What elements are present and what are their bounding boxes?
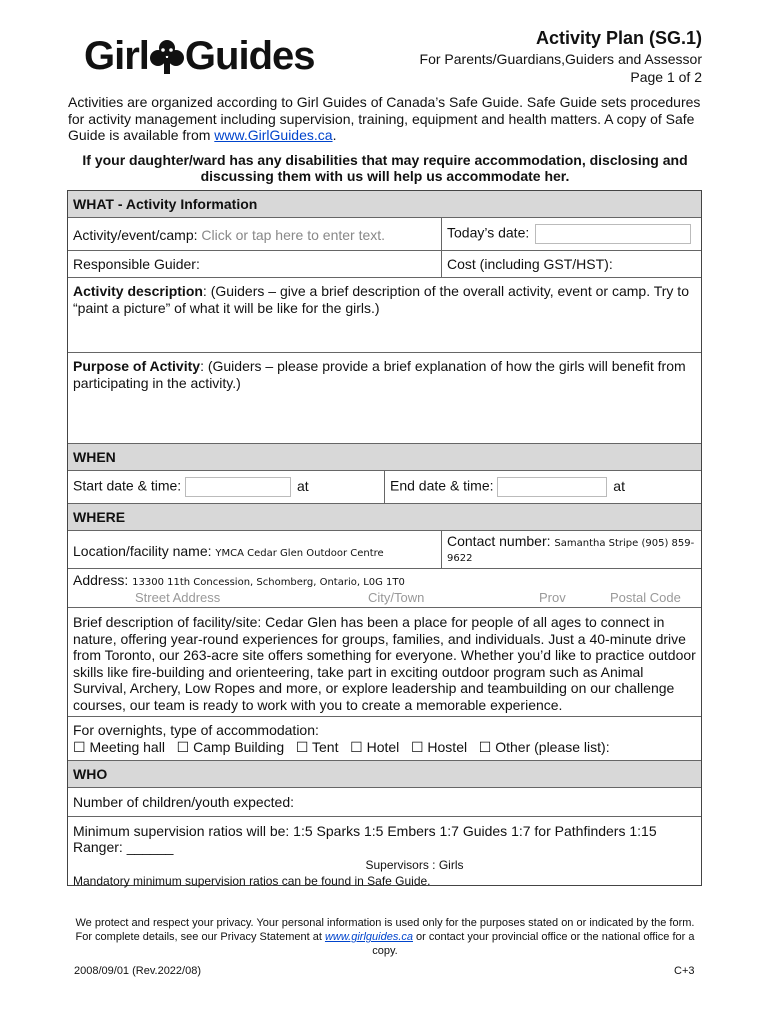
contact-cell[interactable] — [442, 531, 701, 568]
city-label: City/Town — [368, 590, 425, 605]
supervisors-girls-label: Supervisors : Girls — [365, 858, 464, 872]
accommodation-cell — [68, 717, 615, 760]
location-cell[interactable] — [68, 531, 442, 568]
accommodation-label: For overnights, type of accommodation: — [73, 722, 319, 738]
purpose-of-activity — [68, 353, 701, 443]
logo-text-girl: Girl — [84, 34, 149, 78]
end-date-input[interactable] — [497, 477, 607, 497]
girl-guides-logo — [84, 34, 315, 79]
contact-label: Contact number: — [447, 533, 551, 549]
what-heading: WHAT - Activity Information — [73, 196, 258, 212]
form-code: C+3 — [674, 965, 695, 977]
responsible-guider-label: Responsible Guider: — [73, 256, 200, 272]
who-section-header — [68, 761, 701, 788]
when-section-header — [68, 444, 701, 471]
intro-text: Activities are organized according to Girl Guides of Canada’s Safe Guide. Safe Guide sets procedures for activity management including supervision, training, equipment and health matters. A copy of Safe Guide is available from — [68, 94, 701, 143]
start-date-cell — [68, 471, 385, 503]
checkbox-hotel[interactable]: ☐ Hotel — [350, 738, 400, 755]
checkbox-meeting-hall[interactable]: ☐ Meeting hall — [73, 738, 165, 755]
intro-paragraph — [68, 94, 702, 144]
disabilities-notice: If your daughter/ward has any disabilities that may require accommodation, disclosing and discussing them with us will help us accommodate her. — [82, 152, 688, 184]
street-address-label: Street Address — [135, 590, 221, 605]
end-at-label: at — [613, 477, 625, 494]
checkbox-hostel[interactable]: ☐ Hostel — [410, 738, 468, 755]
mandatory-ratios-note: Mandatory minimum supervision ratios can be found in Safe Guide. — [73, 874, 431, 888]
accommodation-row — [68, 717, 701, 761]
start-date-label: Start date & time: — [73, 477, 182, 494]
privacy-text: We protect and respect your privacy. Your personal information is used only for the purposes stated on or indicated by the form. For complete details, see our Privacy Statement at — [75, 917, 695, 943]
title-block — [420, 28, 702, 85]
cost-cell[interactable] — [442, 251, 701, 277]
page-title: Activity Plan (SG.1) — [535, 28, 702, 48]
logo-text-guides: Guides — [184, 34, 315, 78]
activity-input[interactable]: Click or tap here to enter text. — [201, 227, 386, 243]
location-value: YMCA Cedar Glen Outdoor Centre — [215, 548, 384, 559]
privacy-text-end: or contact your provincial office or the national office for a copy. — [372, 931, 695, 957]
dates-row — [68, 471, 701, 504]
todays-date-label: Today’s date: — [447, 224, 530, 241]
contact-value: Samantha Stripe (905) 859-9622 — [447, 538, 695, 564]
purpose-label: Purpose of Activity — [73, 358, 201, 374]
purpose-text: : (Guiders – please provide a brief explanation of how the girls will benefit from participating in the activity.) — [73, 358, 686, 391]
children-row[interactable] — [68, 788, 701, 817]
page-subtitle: For Parents/Guardians,Guiders and Assessor — [419, 51, 702, 67]
checkbox-other[interactable]: ☐ Other (please list): — [478, 738, 610, 755]
responsible-guider-cell[interactable] — [68, 251, 442, 277]
children-expected-label: Number of children/youth expected: — [73, 794, 295, 810]
todays-date-cell — [442, 218, 701, 250]
activity-description-text: : (Guiders – give a brief description of the overall activity, event or camp. Try to “paint a picture” of what it will be like for the girls.) — [73, 283, 689, 316]
address-label: Address: — [73, 572, 129, 588]
address-cell — [68, 569, 701, 607]
activity-description-label: Activity description — [73, 283, 203, 299]
start-at-label: at — [296, 477, 309, 494]
accommodation-options — [73, 739, 610, 756]
purpose-row[interactable] — [68, 353, 701, 444]
facility-description: Brief description of facility/site: Cedar Glen has been a place for people of all ages to connect in nature, offering year-round experiences for groups, families, and individuals. Just a 40-minute drive from Toronto, our 263-acre site offers something for everyone. Whether you’d like to practice outdoor skills like fire-building and orienteering, take part in exciting outdoor program such as Animal Survival, Archery, Low Ropes and more, or explore leadership and teambuilding on our challenge courses, our team is ready to work with you to create a memorable experience. — [73, 614, 696, 713]
privacy-link[interactable]: www.girlguides.ca — [324, 931, 413, 943]
revision-date: 2008/09/01 (Rev.2022/08) — [74, 965, 201, 977]
activity-row — [68, 218, 701, 251]
address-sublabels — [73, 590, 696, 605]
responsible-row — [68, 251, 701, 278]
when-heading: WHEN — [73, 449, 116, 465]
postal-code-label: Postal Code — [610, 590, 681, 605]
what-section-header — [68, 191, 701, 218]
activity-label: Activity/event/camp: — [73, 227, 198, 243]
page-number: Page 1 of 2 — [630, 69, 702, 85]
activity-description-row[interactable] — [68, 278, 701, 353]
where-heading: WHERE — [73, 509, 126, 525]
facility-description-row[interactable] — [68, 608, 701, 717]
intro-text-end: . — [332, 127, 337, 143]
location-label: Location/facility name: — [73, 543, 212, 559]
activity-description — [68, 278, 701, 352]
activity-cell — [68, 218, 442, 250]
cost-label: Cost (including GST/HST): — [447, 256, 613, 272]
address-value: 13300 11th Concession, Schomberg, Ontario, L0G 1T0 — [132, 577, 405, 588]
supervision-cell — [68, 817, 701, 888]
todays-date-input[interactable] — [535, 224, 691, 244]
end-date-cell — [385, 471, 701, 503]
checkbox-camp-building[interactable]: ☐ Camp Building — [176, 738, 285, 755]
checkbox-tent[interactable]: ☐ Tent — [295, 738, 339, 755]
location-row — [68, 531, 701, 569]
privacy-notice — [68, 916, 702, 958]
trefoil-icon — [150, 38, 184, 76]
where-section-header — [68, 504, 701, 531]
start-date-input[interactable] — [185, 477, 291, 497]
prov-label: Prov — [539, 590, 566, 605]
activity-form — [67, 190, 702, 886]
end-date-label: End date & time: — [390, 477, 494, 494]
girlguides-link[interactable]: www.GirlGuides.ca — [214, 127, 333, 143]
who-heading: WHO — [73, 766, 108, 782]
supervision-row — [68, 817, 701, 888]
address-row[interactable] — [68, 569, 701, 608]
supervision-ratios: Minimum supervision ratios will be: 1:5 Sparks 1:5 Embers 1:7 Guides 1:7 for Pathfinders 1:15 Ranger: ______ — [73, 823, 657, 855]
